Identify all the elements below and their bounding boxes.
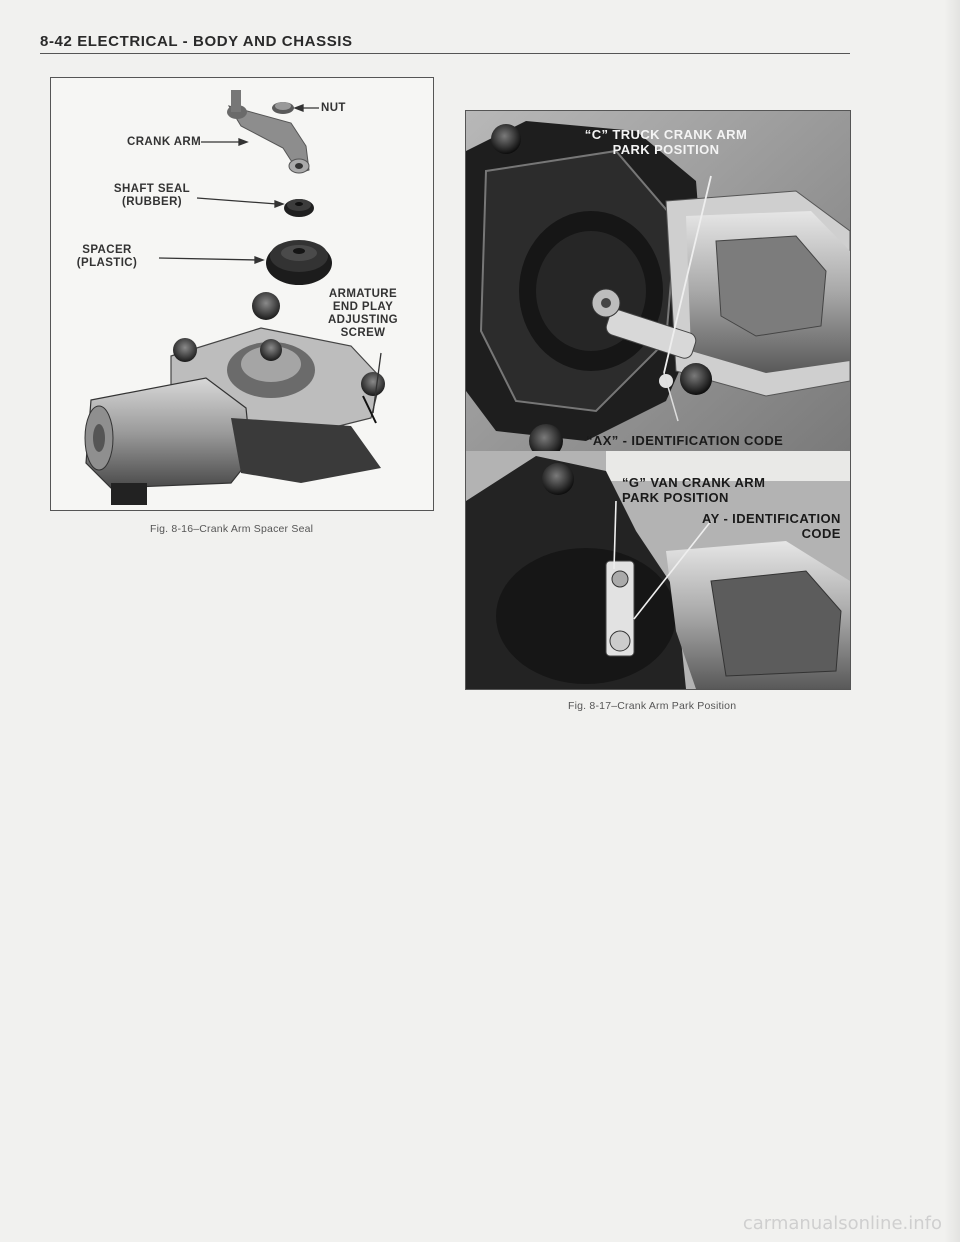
watermark: carmanualsonline.info <box>742 1213 942 1234</box>
label-shaft-seal-line2: (RUBBER) <box>121 196 183 208</box>
header-rule <box>40 53 850 54</box>
page-edge-shadow <box>944 0 960 1242</box>
label-shaft-seal <box>106 183 198 209</box>
figure-8-16 <box>50 77 434 511</box>
page-header <box>40 33 850 55</box>
label-c-truck <box>566 127 766 157</box>
label-c-truck-line2: PARK POSITION <box>612 142 720 157</box>
label-armature-screw <box>321 288 405 340</box>
label-ay-line1: AY - IDENTIFICATION <box>702 511 841 526</box>
label-ay-code <box>702 511 841 541</box>
figure-8-17 <box>465 110 851 690</box>
label-nut: NUT <box>321 102 346 114</box>
label-ay-line2: CODE <box>801 526 841 541</box>
spacer-part <box>266 240 332 285</box>
label-spacer-line1: SPACER <box>82 244 132 256</box>
crank-arm-part <box>227 90 309 173</box>
label-ax-code: “AX” - IDENTIFICATION CODE <box>586 433 784 448</box>
label-g-van <box>622 475 765 505</box>
label-g-van-line2: PARK POSITION <box>622 490 729 505</box>
truck-motor-photo <box>466 111 850 458</box>
caption-fig-8-17: Fig. 8-17–Crank Arm Park Position <box>568 700 737 712</box>
nut-part <box>272 102 294 114</box>
label-armature-line2: END PLAY <box>332 301 394 313</box>
page-title: 8-42 ELECTRICAL - BODY AND CHASSIS <box>40 33 353 50</box>
label-armature-line1: ARMATURE <box>328 288 398 300</box>
label-spacer <box>61 244 153 270</box>
caption-fig-8-16: Fig. 8-16–Crank Arm Spacer Seal <box>150 523 314 535</box>
label-c-truck-line1: “C” TRUCK CRANK ARM <box>584 127 748 142</box>
label-armature-line4: SCREW <box>340 327 386 339</box>
label-g-van-line1: “G” VAN CRANK ARM <box>622 475 766 490</box>
label-armature-line3: ADJUSTING <box>327 314 399 326</box>
label-spacer-line2: (PLASTIC) <box>76 257 138 269</box>
crank-arm-park-photo <box>466 111 850 689</box>
label-crank-arm: CRANK ARM <box>127 136 202 148</box>
label-shaft-seal-line1: SHAFT SEAL <box>113 183 191 195</box>
shaft-seal-part <box>284 199 314 217</box>
